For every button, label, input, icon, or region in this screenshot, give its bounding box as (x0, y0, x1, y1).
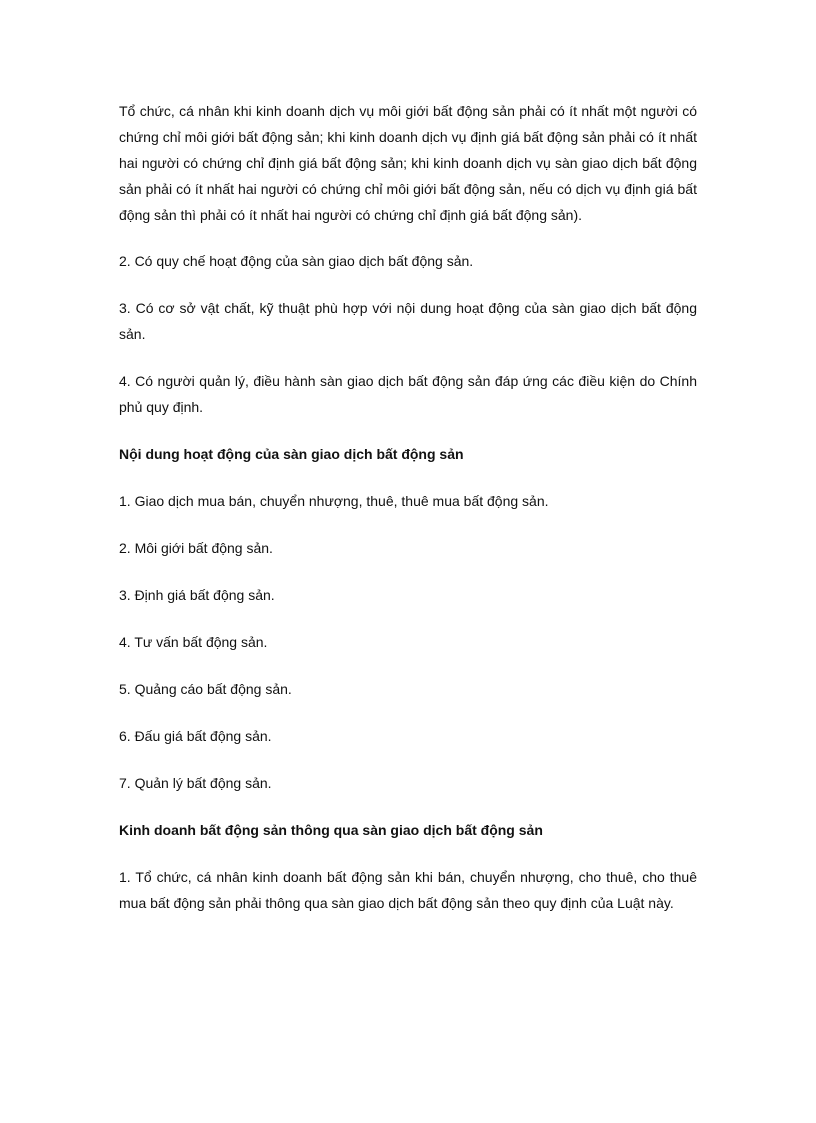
activity-item-3: 3. Định giá bất động sản. (119, 587, 275, 603)
condition-3: 3. Có cơ sở vật chất, kỹ thuật phù hợp với nội dung hoạt động của sàn giao dịch bất động sản. (119, 300, 697, 342)
section-heading-activities: Nội dung hoạt động của sàn giao dịch bất động sản (119, 446, 464, 462)
activity-item-5: 5. Quảng cáo bất động sản. (119, 681, 292, 697)
intro-paragraph: Tổ chức, cá nhân khi kinh doanh dịch vụ môi giới bất động sản phải có ít nhất một người có chứng chỉ môi giới bất động sản; khi kinh doanh dịch vụ định giá bất động sản phải có ít nhất hai người có chứng chỉ định giá bất động sản; khi kinh doanh dịch vụ sàn giao dịch bất động sản phải có ít nhất hai người có chứng chỉ môi giới bất động sản, nếu có dịch vụ định giá bất động sản thì phải có ít nhất hai người có chứng chỉ định giá bất động sản). (119, 103, 697, 223)
condition-4: 4. Có người quản lý, điều hành sàn giao dịch bất động sản đáp ứng các điều kiện do Chính phủ quy định. (119, 373, 697, 415)
section-heading-trading: Kinh doanh bất động sản thông qua sàn giao dịch bất động sản (119, 822, 543, 838)
activity-item-2: 2. Môi giới bất động sản. (119, 540, 273, 556)
activity-item-4: 4. Tư vấn bất động sản. (119, 634, 268, 650)
activity-item-1: 1. Giao dịch mua bán, chuyển nhượng, thuê, thuê mua bất động sản. (119, 493, 549, 509)
activity-item-6: 6. Đấu giá bất động sản. (119, 728, 272, 744)
trading-paragraph-1: 1. Tổ chức, cá nhân kinh doanh bất động sản khi bán, chuyển nhượng, cho thuê, cho thuê mua bất động sản phải thông qua sàn giao dịch bất động sản theo quy định của Luật này. (119, 869, 697, 911)
document-page (119, 98, 697, 937)
activity-item-7: 7. Quản lý bất động sản. (119, 775, 272, 791)
condition-2: 2. Có quy chế hoạt động của sàn giao dịch bất động sản. (119, 253, 474, 269)
